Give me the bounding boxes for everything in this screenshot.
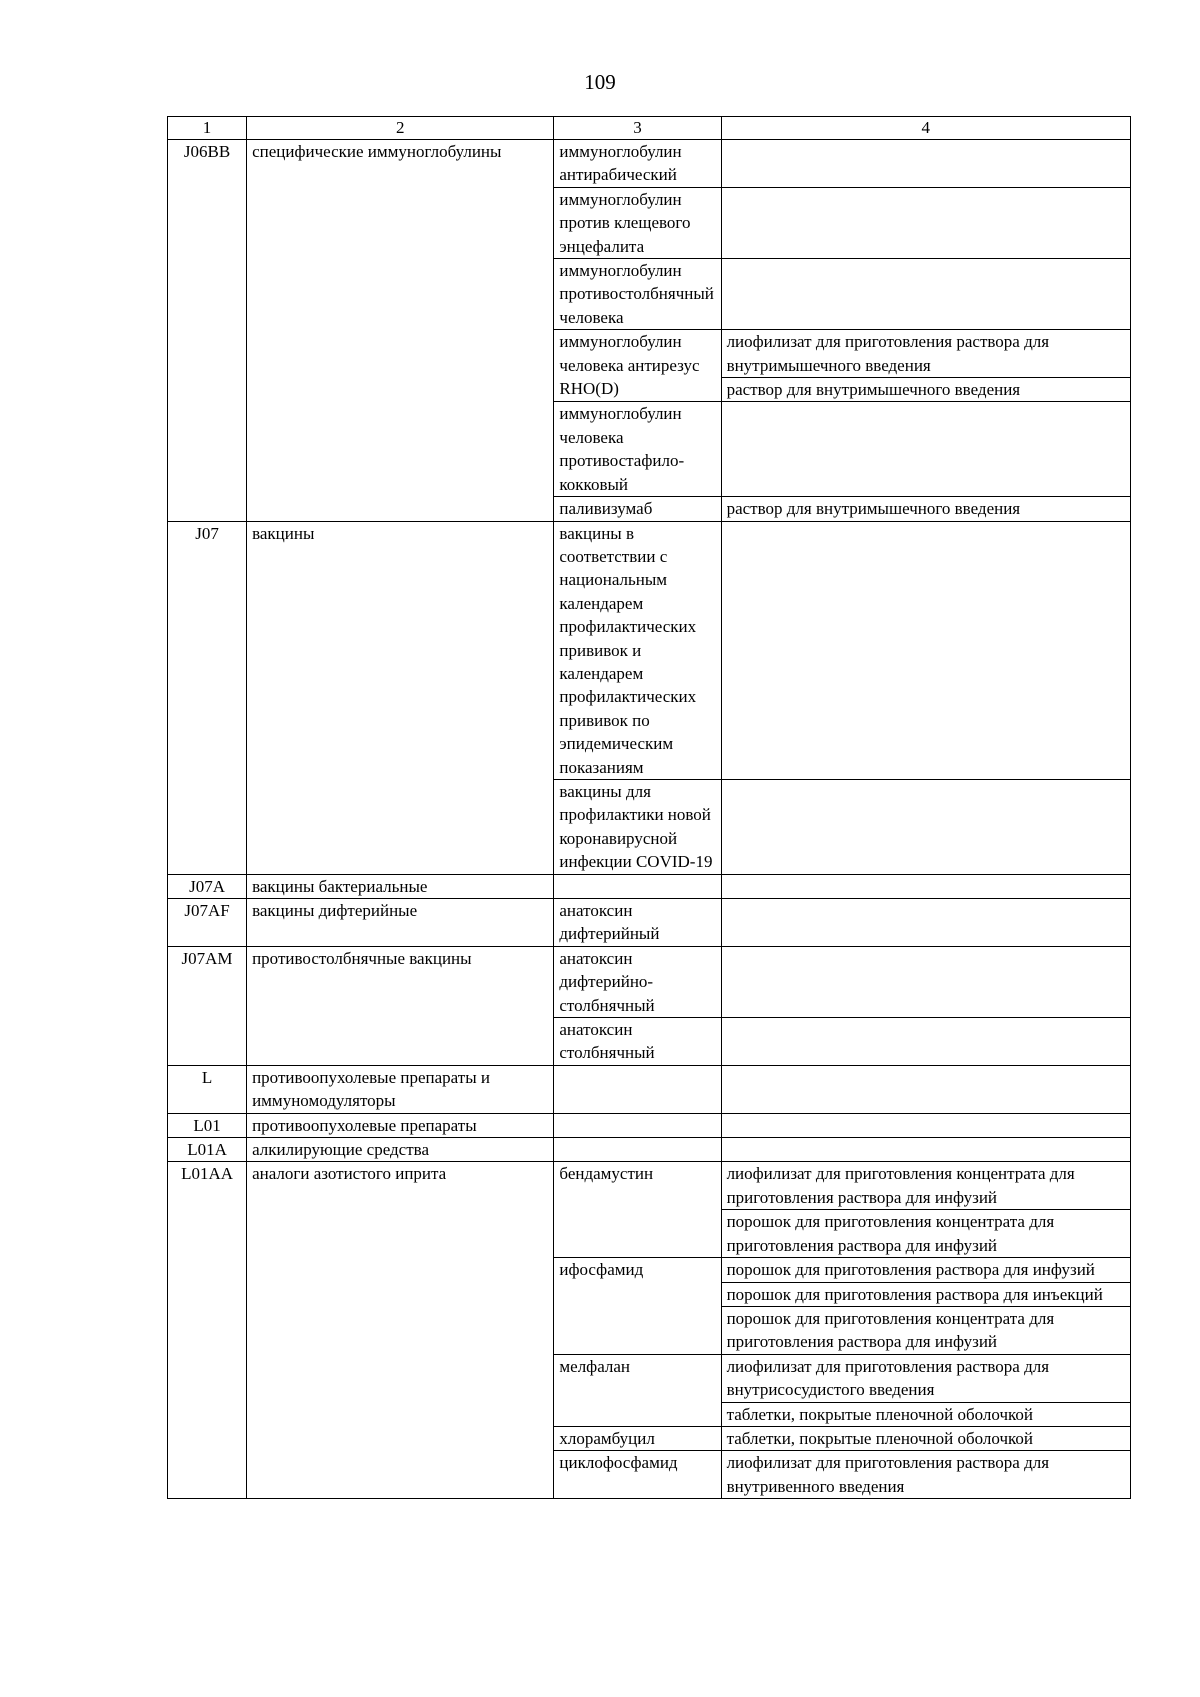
group-name: противостолбнячные вакцины [247,946,554,1065]
table-row [168,521,1131,779]
table-row [168,140,1131,188]
table-row [168,1113,1131,1137]
dosage-form: раствор для внутримышечного введения [721,378,1130,402]
drug-name [554,874,721,898]
drug-name: паливизумаб [554,497,721,521]
group-name: вакцины дифтерийные [247,899,554,947]
table-row [168,1162,1131,1210]
dosage-form [721,1018,1130,1066]
drug-name: анатоксин столбнячный [554,1018,721,1066]
atc-code: J07 [168,521,247,874]
group-name: алкилирующие средства [247,1138,554,1162]
column-header: 4 [721,117,1130,140]
group-name: вакцины [247,521,554,874]
atc-code: L01 [168,1113,247,1137]
drug-name: анатоксин дифтерийный [554,899,721,947]
table-header-row [168,117,1131,140]
atc-code: J06BB [168,140,247,522]
group-name: специфические иммуноглобулины [247,140,554,522]
dosage-form: раствор для внутримышечного введения [721,497,1130,521]
column-header: 2 [247,117,554,140]
dosage-form [721,779,1130,874]
dosage-form: таблетки, покрытые пленочной оболочкой [721,1426,1130,1450]
table-row [168,899,1131,947]
dosage-form [721,140,1130,188]
group-name: противоопухолевые препараты и иммуномодуляторы [247,1065,554,1113]
drug-name: иммуноглобулин против клещевого энцефалита [554,187,721,258]
atc-code: L [168,1065,247,1113]
dosage-form: лиофилизат для приготовления концентрата для приготовления раствора для инфузий [721,1162,1130,1210]
dosage-form [721,521,1130,779]
dosage-form: порошок для приготовления концентрата для приготовления раствора для инфузий [721,1210,1130,1258]
drug-name: циклофосфамид [554,1451,721,1499]
atc-code: J07A [168,874,247,898]
table-row [168,946,1131,1017]
drug-name: анатоксин дифтерийно-столбнячный [554,946,721,1017]
dosage-form: лиофилизат для приготовления раствора для внутрисосудистого введения [721,1354,1130,1402]
table-row [168,874,1131,898]
dosage-form [721,1138,1130,1162]
atc-code: J07AF [168,899,247,947]
dosage-form: лиофилизат для приготовления раствора для внутривенного введения [721,1451,1130,1499]
drug-name: хлорамбуцил [554,1426,721,1450]
drug-name: иммуноглобулин противостолбнячный человека [554,259,721,330]
dosage-form [721,1065,1130,1113]
dosage-form: порошок для приготовления концентрата для приготовления раствора для инфузий [721,1306,1130,1354]
drug-name: вакцины в соответствии с национальным календарем профилактических прививок и календарем профилактических прививок по эпидемическим показаниям [554,521,721,779]
group-name: вакцины бактериальные [247,874,554,898]
drug-name [554,1065,721,1113]
drug-name: иммуноглобулин антирабический [554,140,721,188]
atc-code: L01A [168,1138,247,1162]
column-header: 1 [168,117,247,140]
dosage-form [721,874,1130,898]
atc-code: J07AM [168,946,247,1065]
drug-name: иммуноглобулин человека антирезус RHO(D) [554,330,721,402]
drug-table [167,116,1131,1499]
dosage-form [721,899,1130,947]
drug-name: бендамустин [554,1162,721,1258]
drug-name [554,1113,721,1137]
dosage-form: порошок для приготовления раствора для инфузий [721,1258,1130,1282]
drug-name: вакцины для профилактики новой коронавирусной инфекции COVID-19 [554,779,721,874]
dosage-form: лиофилизат для приготовления раствора для внутримышечного введения [721,330,1130,378]
dosage-form [721,402,1130,497]
table-row [168,1138,1131,1162]
page-number: 109 [584,70,616,94]
group-name: противоопухолевые препараты [247,1113,554,1137]
group-name: аналоги азотистого иприта [247,1162,554,1499]
dosage-form [721,187,1130,258]
drug-name [554,1138,721,1162]
table-row [168,1065,1131,1113]
drug-name: мелфалан [554,1354,721,1426]
drug-name: иммуноглобулин человека противостафило-кокковый [554,402,721,497]
dosage-form: порошок для приготовления раствора для инъекций [721,1282,1130,1306]
dosage-form [721,946,1130,1017]
drug-name: ифосфамид [554,1258,721,1355]
dosage-form [721,259,1130,330]
column-header: 3 [554,117,721,140]
dosage-form [721,1113,1130,1137]
atc-code: L01AA [168,1162,247,1499]
dosage-form: таблетки, покрытые пленочной оболочкой [721,1402,1130,1426]
